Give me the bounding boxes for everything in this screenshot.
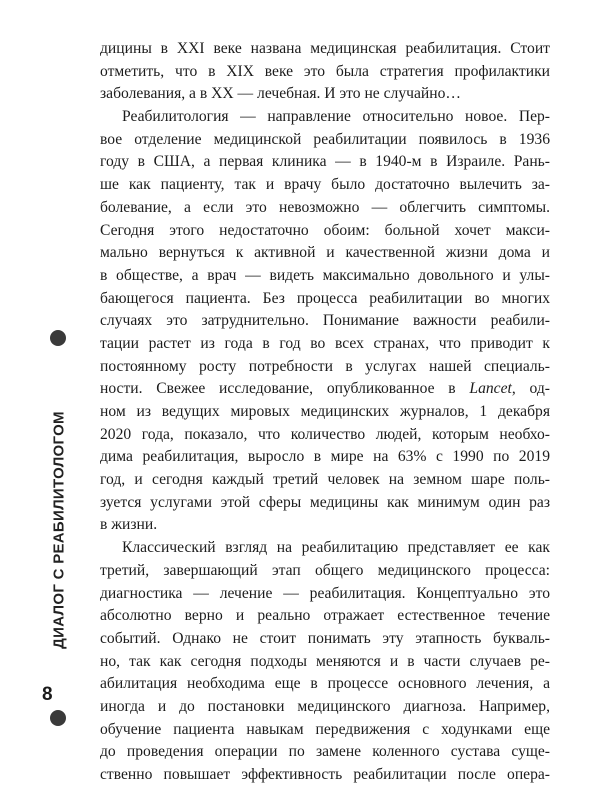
page-number: 8 <box>42 684 53 705</box>
text-line: диагностика — лечение — реабилитация. Концептуально это <box>100 584 550 602</box>
text-line: в обществе, а врач — видеть максимально довольного и улы- <box>100 266 550 284</box>
text-line: ственно повышает эффективность реабилитации после опера- <box>100 766 550 783</box>
text-line <box>100 378 550 401</box>
text-segment: , од- <box>511 380 550 398</box>
text-line: обучение пациента навыкам передвижения с ходунками еще <box>100 720 550 738</box>
bullet-dot-icon <box>50 330 66 346</box>
text-line: абилитация необходима еще в процессе основного лечения, а <box>100 675 550 693</box>
text-line: но, так как сегодня подходы меняются и в части случаев ре- <box>100 652 550 670</box>
text-line: заболевания, а в XX — лечебная. И это не случайно… <box>100 85 461 103</box>
text-line: 2020 года, показало, что количество людей, которым необхо- <box>100 425 550 443</box>
text-line: Реабилитология — направление относительно новое. Пер- <box>122 108 550 126</box>
text-line: тации растет из года в год во всех странах, что приводит к <box>100 334 550 352</box>
journal-name: Lancet <box>469 380 512 398</box>
bullet-dot-icon <box>50 710 66 726</box>
running-head <box>48 330 70 730</box>
text-line: вое отделение медицинской реабилитации появилось в 1936 <box>100 130 550 148</box>
text-line: иногда и до постановки медицинского диагноза. Например, <box>100 697 550 715</box>
text-line: болевание, а если это невозможно — облегчить симптомы. <box>100 198 550 216</box>
text-line: год, и сегодня каждый третий человек на земном шаре поль- <box>100 471 550 489</box>
text-line: постоянному росту потребности в услугах нашей специаль- <box>100 357 550 375</box>
text-line: Сегодня этого недостаточно обоим: больной хочет макси- <box>100 221 550 239</box>
text-line: бающегося пациента. Без процесса реабилитации во многих <box>100 289 550 307</box>
section-title: ДИАЛОГ С РЕАБИЛИТОЛОГОМ <box>50 411 68 649</box>
text-line: Классический взгляд на реабилитацию представляет ее как <box>122 539 550 557</box>
text-line: случаях это затруднительно. Понимание важности реабили- <box>100 312 550 330</box>
text-line: в жизни. <box>100 516 158 534</box>
text-line: событий. Однако не стоит понимать эту этапность букваль- <box>100 629 550 647</box>
text-line: зуется услугами этой сферы медицины как минимум один раз <box>100 493 550 511</box>
text-line: третий, завершающий этап общего медицинского процесса: <box>100 561 550 579</box>
text-segment: ности. Свежее исследование, опубликованное в <box>100 380 470 398</box>
text-line: до проведения операции по замене коленного сустава суще- <box>100 743 550 761</box>
text-line: ном из ведущих мировых медицинских журналов, 1 декабря <box>100 403 550 420</box>
body-text <box>100 38 550 787</box>
text-line: году в США, а первая клиника — в 1940-м в Израиле. Рань- <box>100 153 550 171</box>
text-line: дима реабилитация, выросло в мире на 63% с 1990 по 2019 <box>100 448 550 466</box>
text-line: ше как пациенту, так и врачу было достаточно вылечить за- <box>100 176 550 194</box>
text-line: абсолютно верно и реально отражает естественное течение <box>100 607 550 625</box>
text-line: дицины в XXI веке названа медицинская реабилитация. Стоит <box>100 40 550 57</box>
text-line: отметить, что в XIX веке это была стратегия профилактики <box>100 62 550 80</box>
text-line: мально вернуться к активной и качественной жизни дома и <box>100 244 550 262</box>
